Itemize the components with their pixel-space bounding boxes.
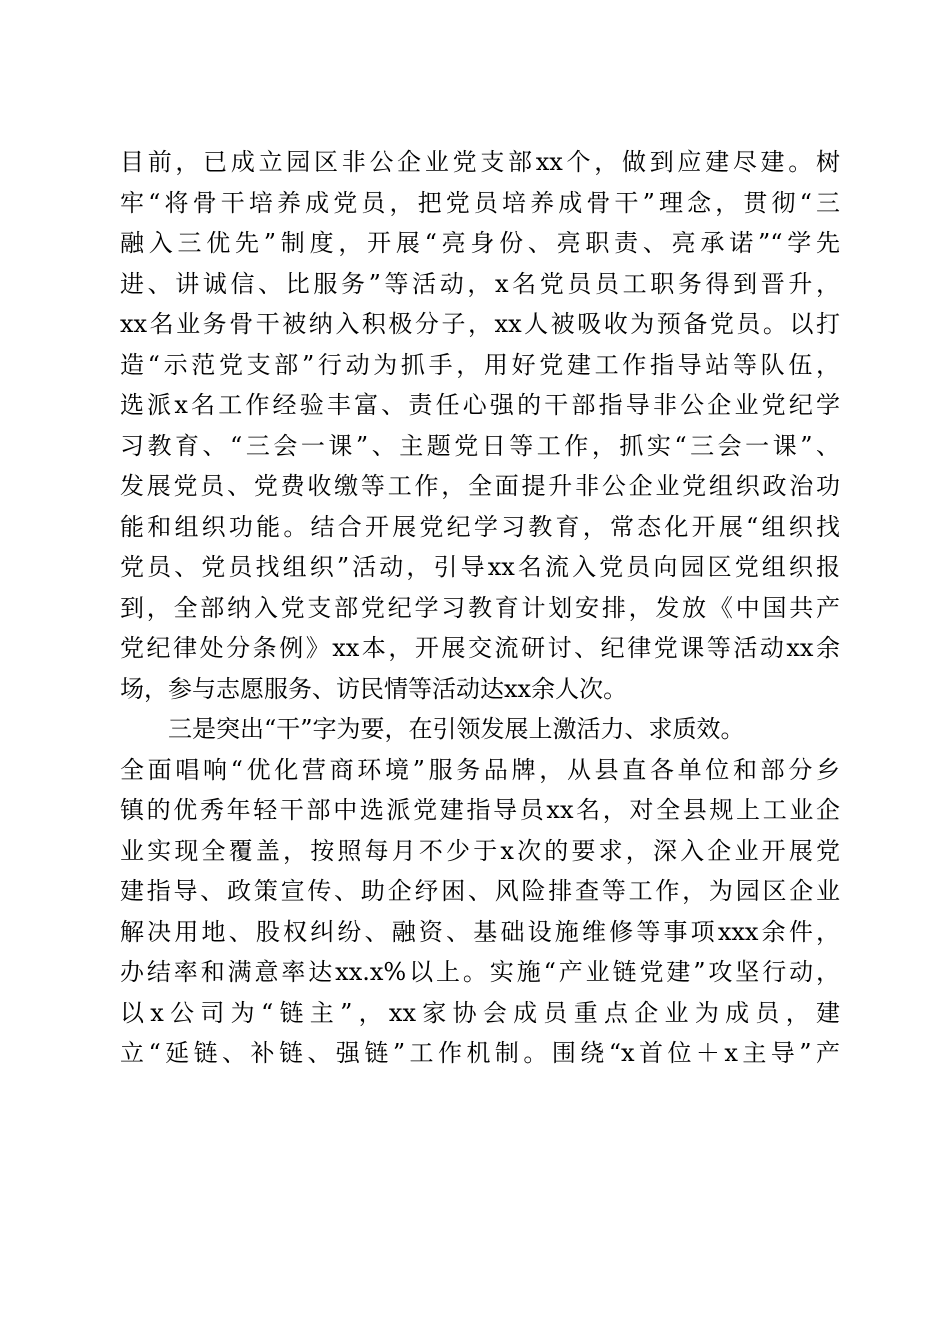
paragraph-2-line-8: 以x公司为“链主”，xx家协会成员重点企业为成员，建 <box>120 998 840 1027</box>
paragraph-2-line-2: 全面唱响“优化营商环境”服务品牌，从县直各单位和部分乡 <box>120 755 840 784</box>
paragraph-2-line-3: 镇的优秀年轻干部中选派党建指导员xx名，对全县规上工业企 <box>120 796 840 824</box>
paragraph-1-line-1: 目前，已成立园区非公企业党支部xx个，做到应建尽建。树 <box>120 148 840 176</box>
paragraph-1-line-10: 能和组织功能。结合开展党纪学习教育，常态化开展“组织找 <box>120 512 840 541</box>
paragraph-1-line-9: 发展党员、党费收缴等工作，全面提升非公企业党组织政治功 <box>120 472 840 500</box>
paragraph-2-line-9: 立“延链、补链、强链”工作机制。围绕“x首位＋x主导”产 <box>120 1039 840 1067</box>
paragraph-2 <box>120 709 840 1074</box>
paragraph-2-line-5: 建指导、政策宣传、助企纾困、风险排查等工作，为园区企业 <box>120 877 840 905</box>
paragraph-2-line-6: 解决用地、股权纠纷、融资、基础设施维修等事项xxx余件， <box>120 917 840 946</box>
paragraph-1-line-2: 牢“将骨干培养成党员，把党员培养成骨干”理念，贯彻“三 <box>120 188 840 217</box>
paragraph-1 <box>120 142 840 709</box>
paragraph-1-line-11: 党员、党员找组织”活动，引导xx名流入党员向园区党组织报 <box>120 553 840 581</box>
paragraph-2-line-7: 办结率和满意率达xx.x%以上。实施“产业链党建”攻坚行动， <box>120 958 840 986</box>
paragraph-1-line-8: 习教育、“三会一课”、主题党日等工作，抓实“三会一课”、 <box>120 431 840 460</box>
paragraph-1-line-13: 党纪律处分条例》xx本，开展交流研讨、纪律党课等活动xx余 <box>120 634 840 662</box>
paragraph-2-line-1: 三是突出“干”字为要，在引领发展上激活力、求质效。 <box>168 715 745 743</box>
paragraph-1-line-12: 到，全部纳入党支部党纪学习教育计划安排，发放《中国共产 <box>120 593 840 622</box>
document-body <box>120 142 840 1074</box>
paragraph-1-line-5: xx名业务骨干被纳入积极分子，xx人被吸收为预备党员。以打 <box>120 310 840 338</box>
paragraph-1-line-14: 场，参与志愿服务、访民情等活动达xx余人次。 <box>120 674 628 703</box>
paragraph-1-line-6: 造“示范党支部”行动为抓手，用好党建工作指导站等队伍， <box>120 350 840 379</box>
paragraph-1-line-4: 进、讲诚信、比服务”等活动，x名党员员工职务得到晋升， <box>120 269 840 298</box>
paragraph-1-line-3: 融入三优先”制度，开展“亮身份、亮职责、亮承诺”“学先 <box>120 229 840 257</box>
paragraph-2-line-4: 业实现全覆盖，按照每月不少于x次的要求，深入企业开展党 <box>120 836 840 865</box>
paragraph-1-line-7: 选派x名工作经验丰富、责任心强的干部指导非公企业党纪学 <box>120 391 840 419</box>
